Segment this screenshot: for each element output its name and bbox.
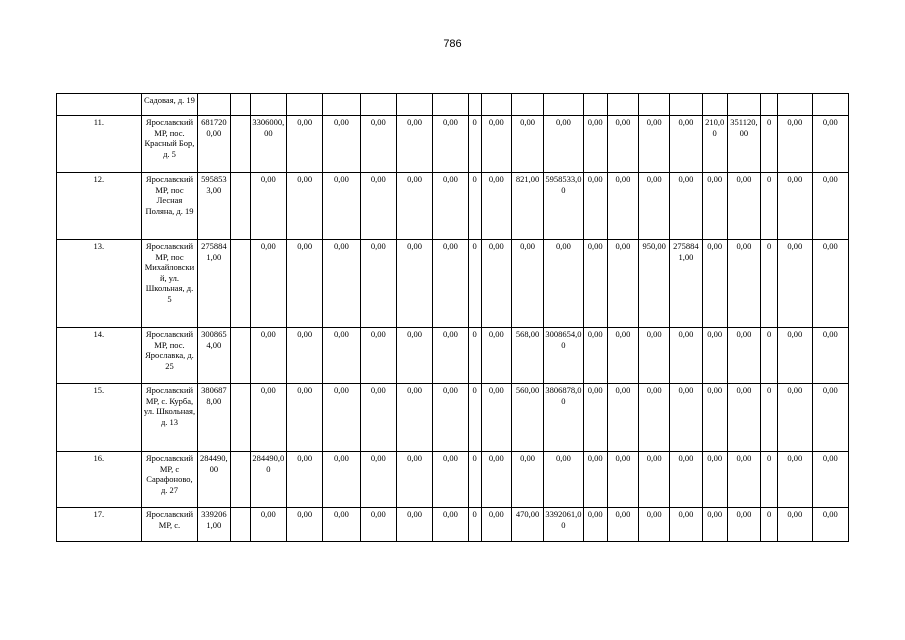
table-cell: 3806878,00: [544, 384, 583, 452]
table-cell: [230, 173, 250, 240]
table-cell-address: Ярославский МР, с Сарафоново, д. 27: [141, 452, 197, 508]
table-cell: 0,00: [544, 116, 583, 173]
table-cell: 0,00: [433, 508, 468, 542]
table-cell: 0,00: [250, 384, 286, 452]
table-cell: [812, 94, 849, 116]
table-cell: 0: [468, 328, 481, 384]
row-number-cell: 16.: [57, 452, 142, 508]
table-cell: 0,00: [778, 384, 812, 452]
table-cell: 0,00: [250, 328, 286, 384]
table-cell: 0: [761, 384, 778, 452]
table-cell: [250, 94, 286, 116]
table-cell: 284490,00: [198, 452, 230, 508]
table-cell: 0,00: [481, 116, 511, 173]
table-cell: 0: [468, 240, 481, 328]
table-cell: 3392061,00: [544, 508, 583, 542]
table-cell: 0,00: [778, 508, 812, 542]
table-cell: 0,00: [396, 116, 432, 173]
table-cell: 0,00: [778, 452, 812, 508]
table-cell: 0,00: [607, 508, 638, 542]
table-cell: 0,00: [702, 508, 727, 542]
table-cell: 0,00: [323, 328, 360, 384]
table-cell: 0,00: [670, 452, 702, 508]
table-cell: 0,00: [544, 240, 583, 328]
table-cell: 0,00: [607, 328, 638, 384]
table-cell: 0,00: [583, 508, 607, 542]
table-cell: 0,00: [583, 452, 607, 508]
table-cell: 6817200,00: [198, 116, 230, 173]
table-cell: [230, 94, 250, 116]
table-cell: 0,00: [583, 116, 607, 173]
table-cell: 0,00: [481, 508, 511, 542]
table-cell: 0,00: [639, 173, 670, 240]
table-cell: 0,00: [639, 452, 670, 508]
table-cell: 0,00: [702, 240, 727, 328]
table-cell: 0,00: [778, 173, 812, 240]
table-cell: 0,00: [583, 240, 607, 328]
table-cell: [639, 94, 670, 116]
table-cell-address: Ярославский МР, пос. Красный Бор, д. 5: [141, 116, 197, 173]
table-cell: 3008654,00: [198, 328, 230, 384]
table-cell: 0,00: [286, 508, 322, 542]
table-cell: 0,00: [396, 173, 432, 240]
table-cell: 0,00: [702, 384, 727, 452]
table-cell: 0,00: [511, 116, 543, 173]
table-cell: 0,00: [360, 328, 396, 384]
table-cell: [230, 508, 250, 542]
table-cell: [57, 94, 142, 116]
table-cell: 5958533,00: [544, 173, 583, 240]
table-row: [57, 452, 849, 508]
row-number-cell: 13.: [57, 240, 142, 328]
table-cell: 0,00: [702, 328, 727, 384]
table-cell: [230, 328, 250, 384]
table-cell: 0,00: [727, 173, 760, 240]
table-cell-address: Ярославский МР, пос. Ярославка, д. 25: [141, 328, 197, 384]
table-cell: 0,00: [433, 384, 468, 452]
table-cell: 0,00: [360, 173, 396, 240]
table-cell: 0,00: [583, 384, 607, 452]
row-number-cell: 11.: [57, 116, 142, 173]
table-cell: [702, 94, 727, 116]
table-cell: 0,00: [396, 328, 432, 384]
table-cell: [230, 240, 250, 328]
page-number: 786: [443, 38, 462, 50]
table-cell: 0,00: [670, 508, 702, 542]
table-cell: [778, 94, 812, 116]
table-row: [57, 384, 849, 452]
table-cell: 0,00: [360, 452, 396, 508]
table-cell: 0,00: [360, 384, 396, 452]
table-cell: [286, 94, 322, 116]
table-cell: 0,00: [481, 173, 511, 240]
table-cell: [468, 94, 481, 116]
table-cell: 284490,00: [250, 452, 286, 508]
table-cell: 0,00: [812, 116, 849, 173]
table-cell: 0,00: [727, 328, 760, 384]
table-cell: 0,00: [670, 328, 702, 384]
table-cell: 0,00: [727, 240, 760, 328]
table-cell: 0,00: [607, 384, 638, 452]
table-cell: 0,00: [323, 384, 360, 452]
table-cell: 0,00: [481, 384, 511, 452]
table-cell: [230, 452, 250, 508]
table-cell: 0: [761, 452, 778, 508]
table-cell: [433, 94, 468, 116]
table-cell: 0,00: [286, 328, 322, 384]
table-cell: [481, 94, 511, 116]
row-number-cell: 12.: [57, 173, 142, 240]
table-cell: 0: [761, 116, 778, 173]
table-cell: 0,00: [607, 116, 638, 173]
table-cell: 0,00: [360, 116, 396, 173]
table-cell: 0,00: [433, 452, 468, 508]
row-number-cell: 17.: [57, 508, 142, 542]
table-cell: 0,00: [323, 240, 360, 328]
table-cell: 0: [468, 508, 481, 542]
table-row: [57, 240, 849, 328]
table-cell: 0,00: [481, 452, 511, 508]
table-cell: 0,00: [481, 328, 511, 384]
table-cell: 0,00: [702, 452, 727, 508]
table-cell: 0,00: [778, 240, 812, 328]
table-cell: 470,00: [511, 508, 543, 542]
table-cell: [198, 94, 230, 116]
table-cell: [511, 94, 543, 116]
row-number-cell: 14.: [57, 328, 142, 384]
table-cell: 0,00: [812, 328, 849, 384]
table-cell: 0,00: [639, 328, 670, 384]
table-cell: 0,00: [323, 116, 360, 173]
table-cell: 0,00: [433, 173, 468, 240]
table-cell: 5958533,00: [198, 173, 230, 240]
table-cell: 0,00: [778, 116, 812, 173]
row-number-cell: 15.: [57, 384, 142, 452]
table-cell: 0,00: [727, 452, 760, 508]
table-cell: 3008654,00: [544, 328, 583, 384]
table-row: [57, 508, 849, 542]
table-cell: [360, 94, 396, 116]
table-cell: 0,00: [433, 116, 468, 173]
table-cell: 0,00: [286, 240, 322, 328]
table-cell: 0,00: [670, 116, 702, 173]
table-cell: 0,00: [511, 240, 543, 328]
table-cell: 0,00: [511, 452, 543, 508]
table-cell-address: Ярославский МР, пос Лесная Поляна, д. 19: [141, 173, 197, 240]
table-cell: [727, 94, 760, 116]
table-cell: 0,00: [360, 508, 396, 542]
table-row: [57, 94, 849, 116]
table-cell: 0,00: [396, 508, 432, 542]
table-cell: [583, 94, 607, 116]
table-cell: 0,00: [583, 328, 607, 384]
table-cell: 0,00: [607, 240, 638, 328]
table-cell: 0: [761, 508, 778, 542]
table-cell: 560,00: [511, 384, 543, 452]
table-cell: 0,00: [286, 116, 322, 173]
table-cell: 0,00: [812, 384, 849, 452]
table-cell: [396, 94, 432, 116]
table-cell: 0,00: [607, 452, 638, 508]
table-cell: 950,00: [639, 240, 670, 328]
table-cell: [761, 94, 778, 116]
table-cell-address: Садовая, д. 19: [141, 94, 197, 116]
table-cell: 351120,00: [727, 116, 760, 173]
table-cell: 0,00: [396, 452, 432, 508]
table-cell: 0,00: [544, 452, 583, 508]
table-cell: 0,00: [250, 508, 286, 542]
table-cell: [607, 94, 638, 116]
table-cell: 0,00: [323, 508, 360, 542]
table-cell: 0: [761, 173, 778, 240]
table-cell: 568,00: [511, 328, 543, 384]
table-cell: 0,00: [433, 328, 468, 384]
table-cell: 0: [468, 452, 481, 508]
table-cell: 3306000,00: [250, 116, 286, 173]
table-cell-address: Ярославский МР, с.: [141, 508, 197, 542]
table-cell: [230, 384, 250, 452]
table-cell: 0,00: [812, 452, 849, 508]
table-cell: 0: [468, 173, 481, 240]
table-cell: 0,00: [670, 173, 702, 240]
table-cell: 0,00: [639, 508, 670, 542]
table-cell: 0,00: [481, 240, 511, 328]
table-row: [57, 116, 849, 173]
table-cell: 0: [761, 240, 778, 328]
table-cell: 0,00: [727, 508, 760, 542]
table-row: [57, 173, 849, 240]
table-cell: 0,00: [812, 173, 849, 240]
table-cell: 0,00: [360, 240, 396, 328]
table-cell: 0,00: [639, 116, 670, 173]
table-cell: 0,00: [286, 384, 322, 452]
table-cell: 0,00: [812, 240, 849, 328]
table-cell: 0,00: [433, 240, 468, 328]
table-cell: 0: [468, 384, 481, 452]
table-cell: 0,00: [323, 173, 360, 240]
table-cell: [670, 94, 702, 116]
table-cell: 0: [761, 328, 778, 384]
table-cell: 0,00: [670, 384, 702, 452]
table-cell-address: Ярославский МР, с. Курба, ул. Школьная, д. 13: [141, 384, 197, 452]
table-cell: 0,00: [778, 328, 812, 384]
table-cell: 0,00: [812, 508, 849, 542]
table-cell: [323, 94, 360, 116]
table-cell: 0,00: [396, 240, 432, 328]
table-cell: 0,00: [639, 384, 670, 452]
table-cell: 821,00: [511, 173, 543, 240]
table-cell: 0,00: [250, 240, 286, 328]
table-cell-address: Ярославский МР, пос Михайловский, ул. Школьная, д. 5: [141, 240, 197, 328]
table-cell: 0,00: [607, 173, 638, 240]
table-cell: 0,00: [250, 173, 286, 240]
table-cell: [230, 116, 250, 173]
table-cell: 0,00: [702, 173, 727, 240]
table-cell: 210,00: [702, 116, 727, 173]
table-cell: 0,00: [727, 384, 760, 452]
table-cell: 3806878,00: [198, 384, 230, 452]
table-cell: 0,00: [286, 452, 322, 508]
table-cell: 0,00: [286, 173, 322, 240]
table-cell: 0,00: [583, 173, 607, 240]
table-cell: 2758841,00: [670, 240, 702, 328]
register-table: [56, 93, 849, 542]
table-cell: 3392061,00: [198, 508, 230, 542]
table-row: [57, 328, 849, 384]
table-cell: 0,00: [323, 452, 360, 508]
table-cell: [544, 94, 583, 116]
table-cell: 0: [468, 116, 481, 173]
table-cell: 2758841,00: [198, 240, 230, 328]
table-cell: 0,00: [396, 384, 432, 452]
